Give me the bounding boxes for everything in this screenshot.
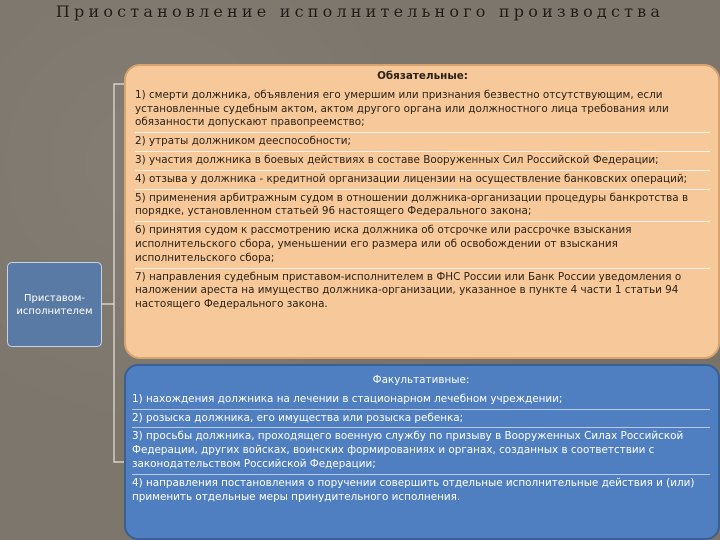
- optional-item: 1) нахождения должника на лечении в стационарном лечебном учреждении;: [132, 391, 710, 410]
- mandatory-item: 4) отзыва у должника - кредитной организации лицензии на осуществление банковских операций;: [135, 171, 710, 190]
- mandatory-item: 7) направления судебным приставом-исполнителем в ФНС России или Банк России уведомления о наложении ареста на имущество должника-организации, указанное в пункте 4 части 1 статьи 94 настоящего Федерального закона.: [135, 270, 682, 311]
- optional-item: 3) просьбы должника, проходящего военную службу по призыву в Вооруженных Силах Российской Федерации, других войсках, воинских формированиях и органах, созданных в соответствии с законодательством Российской Федерации;: [132, 428, 710, 474]
- optional-item: 2) розыска должника, его имущества или розыска ребенка;: [132, 410, 710, 429]
- page-title: Приостановление исполнительного производства: [55, 2, 665, 21]
- executor-box: [7, 262, 102, 347]
- executor-label: Приставом-исполнителем: [16, 292, 93, 317]
- optional-grounds-box: [124, 364, 720, 540]
- mandatory-item: 1) смерти должника, объявления его умершим или признания безвестно отсутствующим, если установленные судебным актом, актом другого органа или должностного лица требования или обязанности допускают правопреемство;: [135, 87, 710, 133]
- mandatory-item: 5) применения арбитражным судом в отношении должника-организации процедуры банкротства в порядке, установленном статьей 96 настоящего Федерального закона;: [135, 190, 710, 223]
- mandatory-item: 3) участия должника в боевых действиях в составе Вооруженных Сил Российской Федерации;: [135, 152, 710, 171]
- optional-item: 4) направления постановления о поручении совершить отдельные исполнительные действия и (или) применить отдельные меры принудительного исполнения.: [132, 476, 695, 503]
- mandatory-item: 2) утраты должником дееспособности;: [135, 133, 710, 152]
- mandatory-grounds-box: [124, 64, 720, 359]
- mandatory-item: 6) принятия судом к рассмотрению иска должника об отсрочке или рассрочке взыскания исполнительского сбора, уменьшении его размера или об освобождении от взыскания исполнительского сбора;: [135, 222, 710, 268]
- optional-heading: Факультативные:: [372, 374, 470, 386]
- mandatory-heading: Обязательные:: [377, 70, 468, 82]
